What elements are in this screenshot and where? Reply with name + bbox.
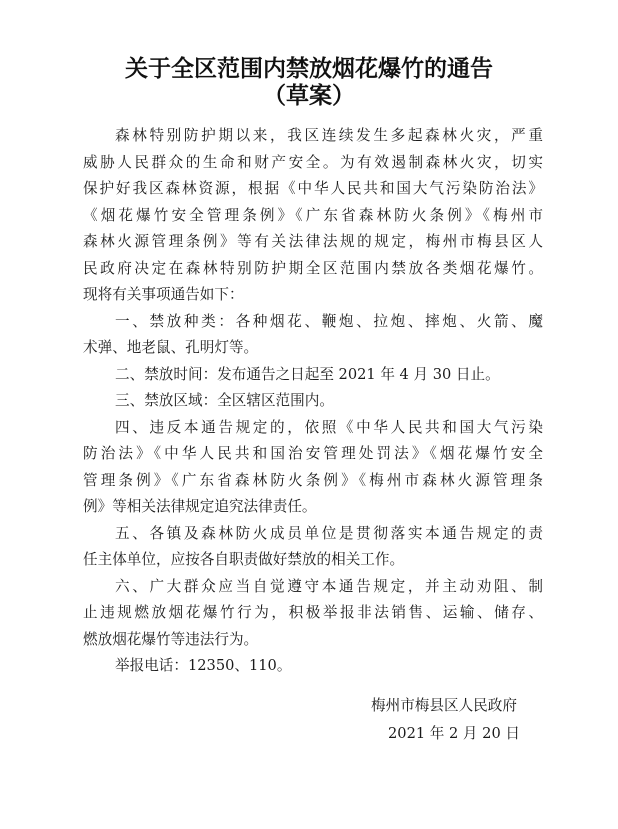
document-title: 关于全区范围内禁放烟花爆竹的通告 (125, 56, 493, 82)
item-5-line-2: 任主体单位，应按各自职责做好禁放的相关工作。 (83, 551, 405, 568)
item-6-line-1: 六、广大群众应当自觉遵守本通告规定，并主动劝阻、制 (115, 578, 543, 595)
paragraph-1-line-1: 森林特别防护期以来，我区连续发生多起森林火灾，严重 (115, 127, 543, 144)
item-6-line-2: 止违规燃放烟花爆竹行为，积极举报非法销售、运输、储存、 (83, 604, 543, 621)
issue-date: 2021 年 2 月 20 日 (388, 725, 520, 742)
issuer-signature: 梅州市梅县区人民政府 (371, 697, 517, 714)
paragraph-1-line-4: 《烟花爆竹安全管理条例》《广东省森林防火条例》《梅州市 (83, 207, 543, 224)
hotline-line: 举报电话：12350、110。 (115, 657, 292, 674)
paragraph-1-line-5: 森林火源管理条例》等有关法律法规的规定，梅州市梅县区人 (83, 233, 543, 250)
item-4-line-2: 防治法》《中华人民共和国治安管理处罚法》《烟花爆竹安全 (83, 445, 543, 462)
paragraph-1-line-7: 现将有关事项通告如下： (83, 286, 244, 303)
item-5-line-1: 五、各镇及森林防火成员单位是贯彻落实本通告规定的责 (115, 525, 543, 542)
item-1-line-1: 一、禁放种类：各种烟花、鞭炮、拉炮、摔炮、火箭、魔 (115, 313, 543, 330)
item-1-line-2: 术弹、地老鼠、孔明灯等。 (83, 339, 259, 356)
document-subtitle: （草案） (263, 83, 355, 109)
paragraph-1-line-6: 民政府决定在森林特别防护期全区范围内禁放各类烟花爆竹。 (83, 260, 543, 277)
item-6-line-3: 燃放烟花爆竹等违法行为。 (83, 631, 259, 648)
item-3-line-1: 三、禁放区域：全区辖区范围内。 (115, 392, 334, 409)
item-4-line-4: 例》等相关法律规定追究法律责任。 (83, 498, 317, 515)
item-2-line-1: 二、禁放时间：发布通告之日起至 2021 年 4 月 30 日止。 (115, 366, 500, 383)
paragraph-1-line-3: 保护好我区森林资源，根据《中华人民共和国大气污染防治法》 (83, 180, 543, 197)
item-4-line-1: 四、违反本通告规定的，依照《中华人民共和国大气污染 (115, 419, 543, 436)
item-4-line-3: 管理条例》《广东省森林防火条例》《梅州市森林火源管理条 (83, 472, 543, 489)
paragraph-1-line-2: 威胁人民群众的生命和财产安全。为有效遏制森林火灾，切实 (83, 154, 543, 171)
